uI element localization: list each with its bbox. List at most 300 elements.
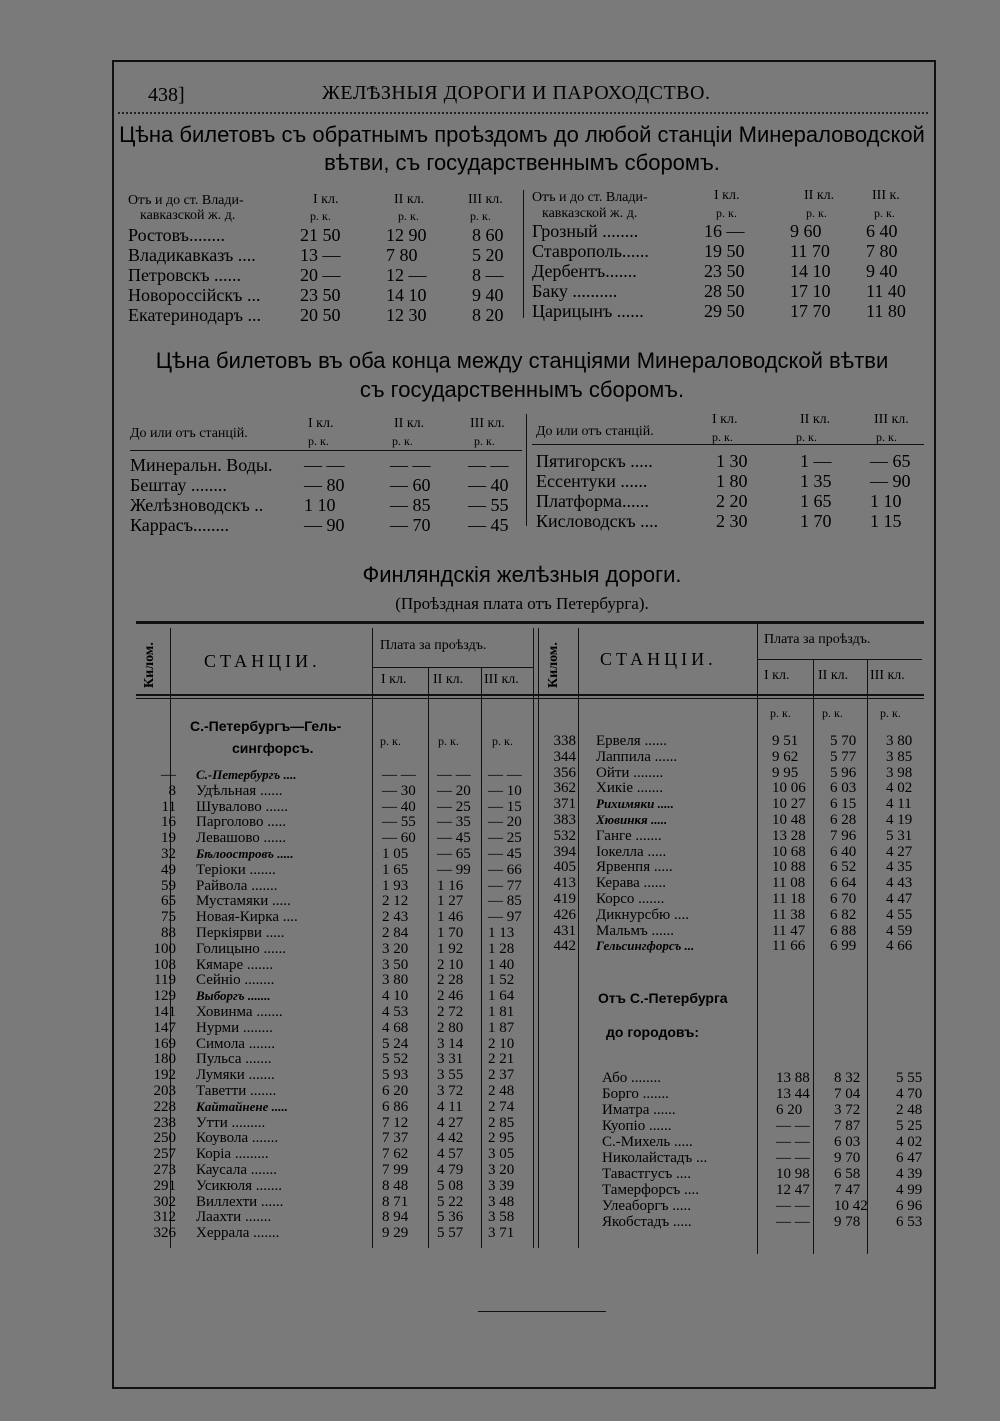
fare-class3: — 55: [468, 495, 509, 515]
fare-class1: — —: [776, 1214, 810, 1230]
fare-class2: 1 16: [437, 877, 464, 894]
fare-class3: 2 85: [488, 1114, 515, 1131]
fare-class2: 6 70: [830, 891, 857, 907]
fare-class1: 8 71: [382, 1193, 409, 1210]
table-row-station: Бѣлоостровъ .....: [196, 846, 294, 861]
table-row-station: Желѣзноводскъ ..: [130, 495, 264, 515]
fare-class1: — 80: [304, 475, 345, 495]
row-km: 356: [553, 764, 576, 781]
table-row-station: Керава ......: [596, 875, 667, 892]
fare-class2: 1 —: [800, 451, 832, 471]
fare-class1: 6 86: [382, 1098, 409, 1115]
fare-class1: 4 53: [382, 1004, 409, 1020]
fare-class2: 1 27: [437, 893, 464, 910]
table-row-station: Удѣльная ......: [196, 782, 283, 799]
fare-class1: 6 20: [382, 1083, 409, 1099]
col-header-class: II кл.: [800, 412, 831, 427]
col-header-units: р. к.: [712, 430, 733, 444]
fare-class2: 7 47: [834, 1182, 861, 1198]
fare-class2: 1 70: [800, 511, 832, 531]
fare-class1: 1 93: [382, 877, 409, 894]
section1-title-line1: Цѣна билетовъ съ обратнымъ проѣздомъ до любой станціи Минераловодской: [119, 122, 925, 147]
table-row-station: Ессентуки ......: [536, 471, 648, 491]
fare-class2: 6 03: [834, 1134, 861, 1150]
fare-class3: 11 40: [866, 281, 906, 301]
fare-class2: 9 70: [834, 1150, 861, 1166]
fare-class2: 6 64: [830, 875, 857, 892]
table-row-station: Хювинкя .....: [596, 812, 668, 827]
finland-table-header-rule: [136, 698, 924, 699]
col-header-km: Килом.: [142, 642, 157, 688]
fare-class2: 6 58: [834, 1166, 861, 1182]
fare-class3: — 45: [468, 515, 509, 535]
row-km: 141: [153, 1004, 176, 1020]
table-row-station: Лумяки .......: [196, 1067, 275, 1084]
row-km: 49: [161, 861, 176, 878]
col-header-units: р. к.: [398, 209, 419, 223]
fare-class1: 10 27: [772, 796, 806, 813]
fare-class2: — 70: [390, 515, 431, 535]
fare-class3: 4 99: [896, 1182, 923, 1198]
table-row-station: Мальмъ ......: [596, 922, 674, 939]
col-header-units: р. к.: [796, 430, 817, 444]
fare-class2: 5 36: [437, 1209, 464, 1226]
col-header-units: р. к.: [770, 706, 791, 720]
table-row-station: Гельсингфорсъ ...: [596, 938, 695, 954]
fare-class2: 14 10: [790, 261, 831, 281]
fare-class2: 9 60: [790, 221, 822, 241]
city-row: Або ........: [602, 1070, 661, 1086]
fare-class1: — 55: [382, 814, 416, 831]
row-km: 169: [153, 1035, 176, 1052]
row-km: 291: [153, 1177, 176, 1194]
row-km: 419: [553, 891, 576, 907]
fare-class3: 3 71: [488, 1225, 515, 1242]
fare-class3: 2 21: [488, 1051, 515, 1068]
col-header-units: р. к.: [310, 209, 331, 223]
fare-class1: 7 37: [382, 1130, 409, 1147]
section1-divider: [523, 190, 524, 318]
fare-class3: — 65: [870, 451, 911, 471]
fare-class2: 7 96: [830, 827, 857, 844]
section2-title-line1: Цѣна билетовъ въ оба конца между станціями Минераловодской вѣтви: [155, 348, 889, 373]
section3-title: Финляндскія желѣзныя дороги.: [362, 562, 682, 587]
city-row: С.-Михель .....: [602, 1134, 693, 1150]
col-header-class: I кл.: [381, 672, 407, 687]
page-number: 438]: [148, 84, 185, 106]
fare-class1: 10 88: [772, 859, 806, 876]
table-row-station: Ховинма .......: [196, 1004, 283, 1020]
fare-class2: 6 15: [830, 796, 857, 813]
fare-class2: 5 77: [830, 748, 857, 765]
fare-class3: 5 55: [896, 1070, 923, 1086]
fare-class2: 7 04: [834, 1086, 861, 1102]
fare-class2: 4 57: [437, 1146, 464, 1163]
table-row-station: Ервеля ......: [596, 733, 667, 749]
table-row-station: Лаахти .......: [196, 1209, 272, 1226]
fare-class3: — —: [468, 455, 509, 475]
table-row-station: Херрала .......: [196, 1225, 280, 1242]
fare-class1: — 30: [382, 782, 416, 799]
fare-class3: 4 70: [896, 1086, 923, 1102]
fare-header-rule: [757, 659, 922, 660]
section2-header-rule: [130, 450, 522, 451]
col-header-station: кавказской ж. д.: [542, 206, 638, 221]
table-row-station: Перкіярви .....: [196, 925, 285, 941]
table-row-station: Усикюля .......: [196, 1177, 283, 1194]
col-header-stations: СТАНЦІИ.: [600, 649, 717, 669]
table-row-station: Ставрополь......: [532, 241, 649, 261]
fare-class2: 2 80: [437, 1019, 464, 1036]
col-divider: [372, 628, 373, 1248]
fare-class2: 5 57: [437, 1225, 464, 1242]
fare-class2: 1 92: [437, 940, 464, 957]
fare-class3: 8 60: [472, 225, 504, 245]
city-row: Улеаборгъ .....: [602, 1198, 691, 1214]
col-divider: [578, 628, 579, 1248]
fare-class1: 11 66: [772, 938, 806, 955]
fare-class2: — —: [390, 455, 431, 475]
table-row-station: Грозный ........: [532, 221, 639, 241]
fare-class2: 5 96: [830, 764, 857, 781]
row-km: 108: [153, 956, 176, 973]
fare-class3: 5 20: [472, 245, 504, 265]
fare-class2: 6 03: [830, 780, 857, 797]
row-km: 129: [153, 988, 176, 1005]
fare-class2: 17 10: [790, 281, 831, 301]
row-km: 203: [153, 1083, 176, 1099]
table-row-station: Пульса .......: [196, 1051, 272, 1068]
fare-class2: — 20: [437, 782, 471, 799]
fare-class1: 9 29: [382, 1225, 409, 1242]
fare-class2: 4 27: [437, 1114, 464, 1131]
fare-class3: — 20: [488, 814, 522, 831]
fare-class2: 1 70: [437, 925, 464, 941]
fare-class2: 4 79: [437, 1162, 464, 1178]
fare-class2: 3 72: [834, 1102, 861, 1118]
table-row-station: Ойти ........: [596, 764, 664, 781]
fare-class1: 5 52: [382, 1051, 409, 1068]
fare-class3: 2 37: [488, 1067, 515, 1084]
fare-class2: 3 31: [437, 1051, 464, 1068]
city-row: Тамерфорсъ ....: [602, 1182, 699, 1198]
fare-class2: 14 10: [386, 285, 427, 305]
fare-class2: 6 88: [830, 922, 857, 939]
city-row: Якобстадъ .....: [602, 1214, 692, 1230]
fare-class3: 1 10: [870, 491, 902, 511]
fare-class1: 7 99: [382, 1162, 409, 1178]
fare-class1: 10 68: [772, 843, 806, 860]
fare-class2: 9 78: [834, 1214, 861, 1230]
table-row-station: Левашово ......: [196, 830, 287, 847]
fare-class3: 9 40: [472, 285, 504, 305]
col-header-class: II кл.: [804, 188, 835, 203]
fare-class3: — 45: [488, 846, 522, 862]
fare-class3: 4 43: [886, 875, 913, 892]
fare-class1: 13 88: [776, 1070, 810, 1086]
fare-class3: — 10: [488, 782, 522, 799]
fare-class1: 2 43: [382, 909, 409, 926]
fare-class3: 5 31: [886, 827, 913, 844]
fare-class3: 3 58: [488, 1209, 515, 1226]
fare-class2: 11 70: [790, 241, 830, 261]
fare-class3: 4 35: [886, 859, 913, 876]
city-row: Борго .......: [602, 1086, 669, 1102]
fare-class3: 1 52: [488, 972, 515, 989]
col-header-units: р. к.: [880, 706, 901, 720]
fare-class3: 4 66: [886, 938, 913, 955]
fare-class3: 4 27: [886, 843, 913, 860]
section2-divider: [526, 414, 527, 526]
row-km: 59: [161, 877, 176, 894]
col-header-stations: СТАНЦІИ.: [204, 651, 321, 671]
table-row-station: Дикнурсбю ....: [596, 906, 690, 923]
col-header-class: II кл.: [433, 672, 464, 687]
section2-title-line2: съ государственнымъ сборомъ.: [359, 377, 685, 402]
fare-class1: 1 65: [382, 861, 409, 878]
col-header-units: р. к.: [876, 430, 897, 444]
fare-class3: 4 59: [886, 922, 913, 939]
row-km: 312: [153, 1209, 176, 1226]
col-header-class: III кл.: [470, 416, 505, 431]
col-header-units: р. к.: [438, 734, 459, 748]
row-km: 532: [553, 827, 576, 844]
col-header-units: р. к.: [392, 434, 413, 448]
col-header-units: р. к.: [380, 734, 401, 748]
fare-class1: — —: [776, 1150, 810, 1166]
row-km: 405: [553, 859, 576, 876]
fare-class3: — 15: [488, 798, 522, 815]
table-row-station: Утти .........: [196, 1114, 266, 1131]
fare-class3: — 77: [488, 877, 522, 894]
fare-class3: 8 20: [472, 305, 504, 325]
row-km: 16: [161, 814, 176, 831]
col-header-class: I кл.: [764, 668, 790, 683]
fare-class2: 2 46: [437, 988, 464, 1005]
fare-class2: 2 72: [437, 1004, 464, 1020]
table-row-station: Ростовъ........: [128, 225, 225, 245]
fare-class3: 2 48: [896, 1102, 923, 1118]
fare-class2: — 45: [437, 830, 471, 847]
col-divider: [813, 660, 814, 1254]
fare-class3: 9 40: [866, 261, 898, 281]
fare-class1: 19 50: [704, 241, 745, 261]
fare-class1: 23 50: [704, 261, 745, 281]
fare-class1: 3 20: [382, 940, 409, 957]
fare-class1: 5 24: [382, 1035, 409, 1052]
row-km: 8: [168, 782, 176, 799]
row-km: 228: [153, 1098, 176, 1115]
table-row-station: Шувалово ......: [196, 798, 289, 815]
col-header-units: р. к.: [806, 206, 827, 220]
col-header-class: II кл.: [818, 668, 849, 683]
fare-class1: 10 48: [772, 812, 806, 828]
fare-class3: — 25: [488, 830, 522, 847]
fare-class3: 1 28: [488, 940, 515, 957]
table-row-station: Царицынъ ......: [532, 301, 644, 321]
fare-class3: — —: [488, 767, 522, 783]
row-km: 238: [153, 1114, 176, 1131]
table-row-station: Бештау ........: [130, 475, 227, 495]
col-header-station: До или отъ станцій.: [536, 424, 654, 439]
table-row-station: Іокелла .....: [596, 843, 667, 860]
section3-subtitle: (Проѣздная плата отъ Петербурга).: [395, 594, 649, 613]
fare-class2: 3 14: [437, 1035, 464, 1052]
fare-class2: 6 40: [830, 843, 857, 860]
fare-class2: 5 22: [437, 1193, 464, 1210]
fare-class3: 5 25: [896, 1118, 923, 1134]
section2-header-rule: [532, 444, 924, 445]
col-header-units: р. к.: [492, 734, 513, 748]
row-km: 11: [161, 798, 176, 815]
col-divider: [867, 660, 868, 1254]
table-row-station: Коріа .........: [196, 1146, 269, 1163]
row-km: 19: [161, 830, 176, 847]
col-header-units: р. к.: [874, 206, 895, 220]
col-header-class: III кл.: [468, 192, 503, 207]
table-row-station: Виллехти ......: [196, 1193, 284, 1210]
fare-class1: 2 30: [716, 511, 748, 531]
fare-class1: 9 62: [772, 748, 799, 765]
row-km: 65: [161, 893, 176, 910]
fare-class1: 2 12: [382, 893, 409, 910]
fare-class3: 4 55: [886, 906, 913, 923]
fare-class2: 3 72: [437, 1083, 464, 1099]
table-row-station: Хикіе .......: [596, 780, 663, 797]
table-row-station: Мустамяки .....: [196, 893, 291, 910]
table-row-station: Новороссійскъ ...: [128, 285, 261, 305]
fare-class1: 3 50: [382, 956, 409, 973]
fare-class1: — 90: [304, 515, 345, 535]
fare-class2: 12 —: [386, 265, 427, 285]
table-row-station: Новая-Кирка ....: [196, 909, 298, 926]
fare-class3: — 40: [468, 475, 509, 495]
fare-class1: 20 50: [300, 305, 341, 325]
fare-class2: 1 46: [437, 909, 464, 926]
city-row: Иматра ......: [602, 1102, 676, 1118]
table-row-station: Петровскъ ......: [128, 265, 242, 285]
fare-class2: 4 42: [437, 1130, 464, 1147]
table-row-station: Райвола .......: [196, 877, 278, 894]
row-km: 119: [154, 972, 176, 989]
col-header-km: Килом.: [546, 642, 561, 688]
fare-class1: 7 62: [382, 1146, 409, 1163]
fare-class1: 6 20: [776, 1102, 803, 1118]
col-header-station: Отъ и до ст. Влади-: [532, 190, 648, 205]
fare-class1: 29 50: [704, 301, 745, 321]
table-row-station: Коувола .......: [196, 1130, 279, 1147]
row-km: 250: [153, 1130, 176, 1147]
fare-class1: 11 47: [772, 922, 806, 939]
row-km: 302: [153, 1193, 176, 1210]
row-km: 371: [553, 796, 576, 813]
row-km: —: [161, 767, 176, 783]
row-km: 431: [553, 922, 576, 939]
fare-class2: 6 52: [830, 859, 857, 876]
fare-class1: 2 20: [716, 491, 748, 511]
table-row-station: Баку ..........: [532, 281, 618, 301]
fare-class3: 7 80: [866, 241, 898, 261]
fare-class2: 6 28: [830, 812, 857, 828]
col-header-class: II кл.: [394, 192, 425, 207]
fare-class3: 4 47: [886, 891, 913, 907]
route-title: С.-Петербургъ—Гель-: [190, 718, 342, 734]
table-row-station: С.-Петербургъ ....: [196, 767, 297, 782]
fare-class2: 12 90: [386, 225, 427, 245]
col-header-class: I кл.: [313, 192, 339, 207]
col-header-class: III кл.: [874, 412, 909, 427]
table-row-station: Екатеринодаръ ...: [128, 305, 262, 325]
fare-class3: 3 80: [886, 733, 913, 749]
row-km: 326: [153, 1225, 176, 1242]
fare-class2: 5 08: [437, 1177, 464, 1194]
fare-class3: 3 85: [886, 748, 913, 765]
fare-class1: 28 50: [704, 281, 745, 301]
row-km: 362: [553, 780, 576, 797]
fare-class3: — 90: [870, 471, 911, 491]
fare-class1: 4 10: [382, 988, 409, 1005]
row-km: 394: [553, 843, 576, 860]
table-row-station: Лаппила ......: [596, 748, 678, 765]
fare-class3: — 85: [488, 893, 522, 910]
route-title: сингфорсъ.: [232, 740, 314, 756]
section1-title-line2: вѣтви, съ государственнымъ сборомъ.: [324, 150, 720, 175]
col-header-class: III кл.: [870, 668, 905, 683]
col-header-units: р. к.: [716, 206, 737, 220]
fare-class1: — —: [304, 455, 345, 475]
table-row-station: Корсо .......: [596, 891, 665, 907]
fare-class1: 11 08: [772, 875, 806, 892]
table-row-station: Кямаре .......: [196, 956, 274, 973]
fare-class1: 1 30: [716, 451, 748, 471]
table-row-station: Платформа......: [536, 491, 650, 511]
row-km: 338: [553, 733, 576, 749]
col-header-fare: Плата за проѣздъ.: [380, 638, 487, 653]
table-row-station: Нурми ........: [196, 1019, 273, 1036]
table-row-station: Минеральн. Воды.: [130, 455, 273, 475]
fare-class1: 3 80: [382, 972, 409, 989]
fare-class3: 2 74: [488, 1098, 515, 1115]
row-km: 32: [161, 846, 176, 862]
col-header-class: III к.: [872, 188, 900, 203]
fare-class2: — 85: [390, 495, 431, 515]
fare-class3: 6 47: [896, 1150, 923, 1166]
fare-class3: 1 81: [488, 1004, 515, 1020]
col-header-station: кавказской ж. д.: [140, 208, 236, 223]
fare-class3: 6 53: [896, 1214, 923, 1230]
table-row-station: Сейніо ........: [196, 972, 275, 989]
table-row-station: Симола .......: [196, 1035, 275, 1052]
row-km: 88: [161, 925, 176, 941]
fare-class1: 13 28: [772, 827, 806, 844]
col-divider: [533, 628, 534, 1248]
fare-class1: — —: [776, 1134, 810, 1150]
fare-class1: 10 98: [776, 1166, 810, 1182]
fare-class3: 1 13: [488, 925, 515, 941]
fare-class2: 5 70: [830, 733, 857, 749]
table-row-station: Парголово .....: [196, 814, 287, 831]
fare-class2: 7 80: [386, 245, 418, 265]
fare-class2: 3 55: [437, 1067, 464, 1084]
fare-class3: 3 39: [488, 1177, 515, 1194]
fare-class1: 12 47: [776, 1182, 810, 1198]
finland-table-top-rule: [136, 621, 924, 624]
fare-class1: — 60: [382, 830, 416, 847]
table-row-station: Кисловодскъ ....: [536, 511, 659, 531]
table-row-station: Каусала .......: [196, 1162, 277, 1178]
col-header-station: Отъ и до ст. Влади-: [128, 193, 244, 208]
fare-class2: — 99: [437, 861, 471, 878]
